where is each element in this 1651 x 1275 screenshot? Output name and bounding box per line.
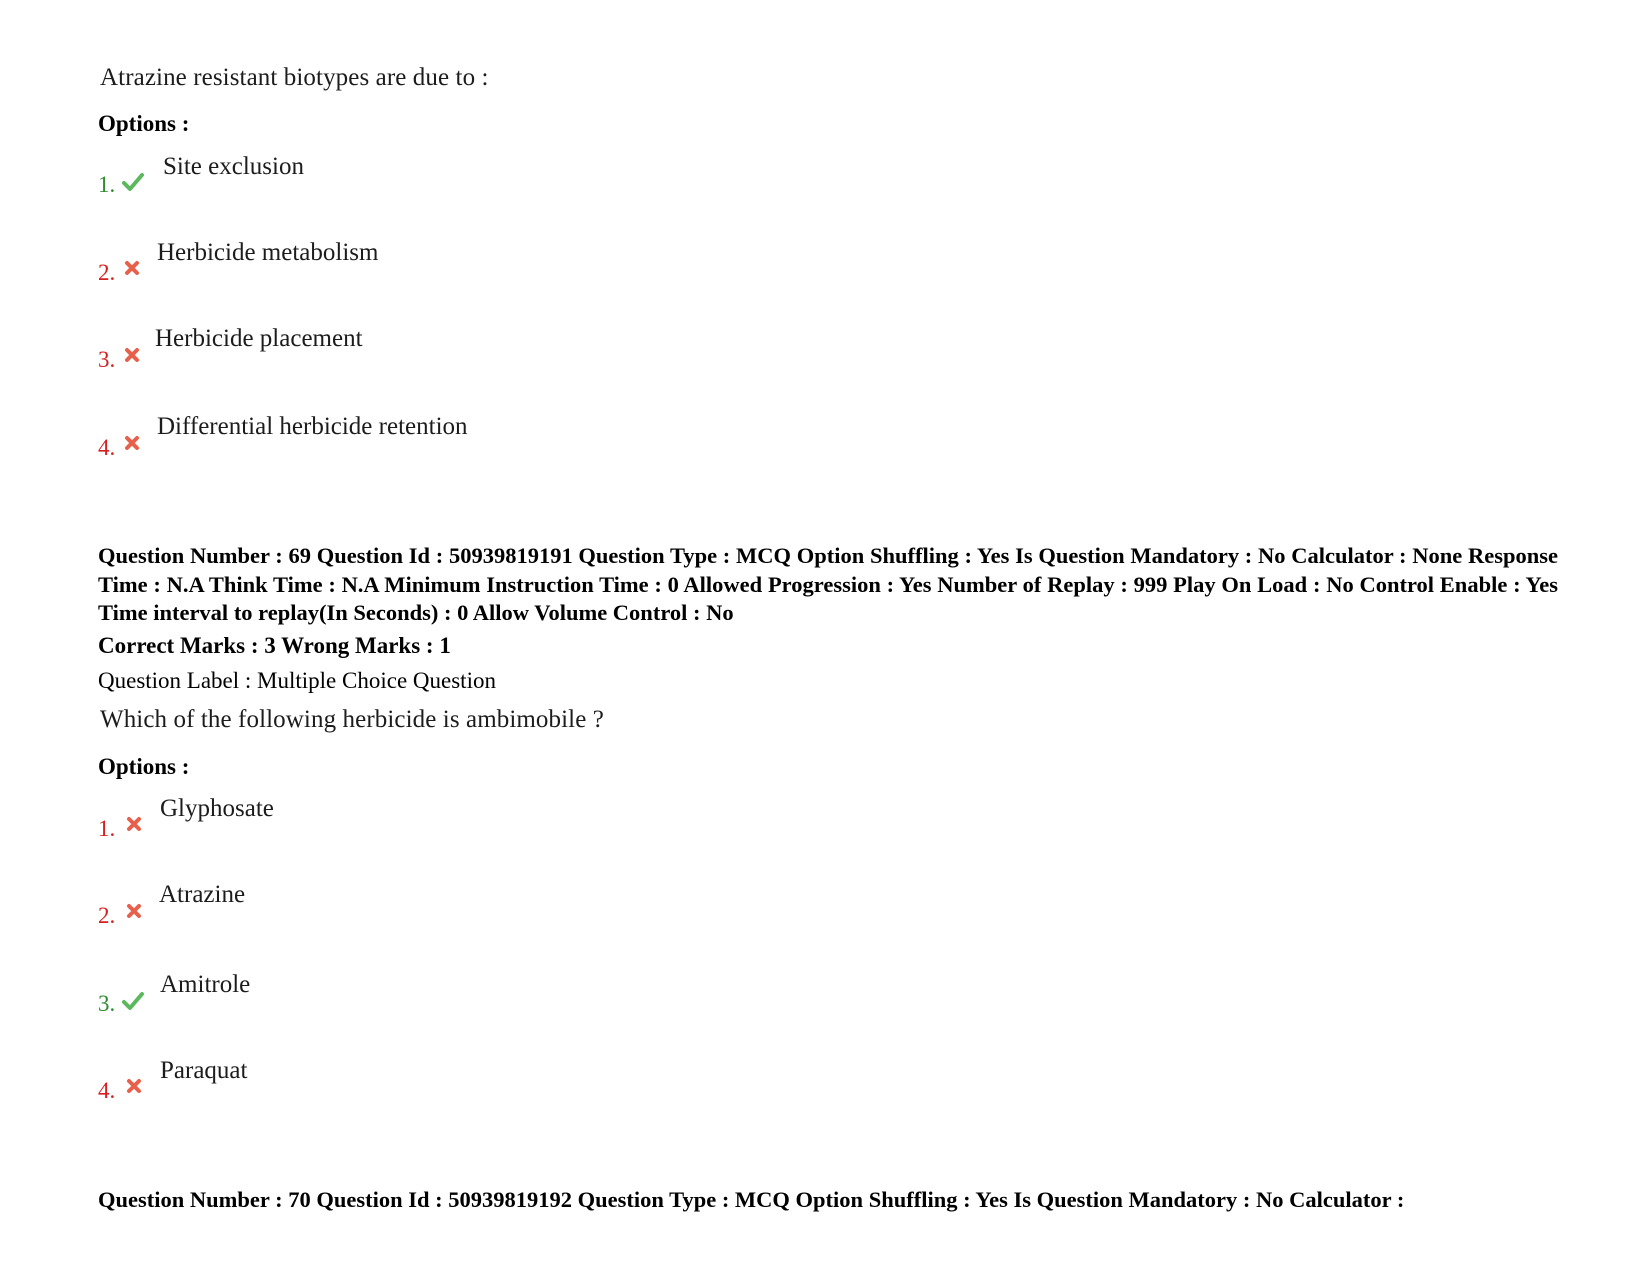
- option-text: Differential herbicide retention: [157, 413, 468, 440]
- option-text: Paraquat: [160, 1057, 248, 1084]
- cross-icon: [126, 903, 142, 919]
- cross-icon: [126, 1078, 142, 1094]
- option-text: Herbicide placement: [155, 325, 363, 352]
- option-number: 2.: [98, 260, 116, 285]
- check-icon: [122, 172, 144, 192]
- option-number: 3.: [98, 991, 116, 1016]
- cross-icon: [124, 260, 140, 276]
- question-meta: Question Number : 69 Question Id : 50939819191 Question Type : MCQ Option Shuffling : Yes Is Question Mandatory : No Calculator : None Response Time : N.A Think Time : N.A Minimum Instruction Time : 0 Allowed Progression : Yes Number of Replay : 999 Play On Load : No Control Enable : Yes Time interval to replay(In Seconds) : 0 Allow Volume Control : No: [98, 543, 1558, 625]
- check-icon: [122, 991, 144, 1011]
- options-label: Options :: [98, 111, 190, 136]
- option-number: 1.: [98, 816, 116, 841]
- marks-info: Correct Marks : 3 Wrong Marks : 1: [98, 633, 451, 658]
- option-number: 4.: [98, 1078, 116, 1103]
- cross-icon: [126, 816, 142, 832]
- question-text: Which of the following herbicide is ambimobile ?: [100, 706, 604, 733]
- option-text: Glyphosate: [160, 795, 274, 822]
- option-text: Herbicide metabolism: [157, 239, 379, 266]
- question-meta: Question Number : 70 Question Id : 50939819192 Question Type : MCQ Option Shuffling : Yes Is Question Mandatory : No Calculator :: [98, 1187, 1405, 1212]
- options-label: Options :: [98, 754, 190, 779]
- option-text: Atrazine: [159, 881, 246, 908]
- option-number: 2.: [98, 903, 116, 928]
- option-number: 4.: [98, 435, 116, 460]
- question-label: Question Label : Multiple Choice Question: [98, 668, 496, 693]
- cross-icon: [124, 347, 140, 363]
- option-number: 3.: [98, 347, 116, 372]
- cross-icon: [124, 435, 140, 451]
- question-text: Atrazine resistant biotypes are due to :: [100, 64, 489, 91]
- option-text: Site exclusion: [163, 153, 304, 180]
- option-text: Amitrole: [160, 971, 251, 998]
- option-number: 1.: [98, 172, 116, 197]
